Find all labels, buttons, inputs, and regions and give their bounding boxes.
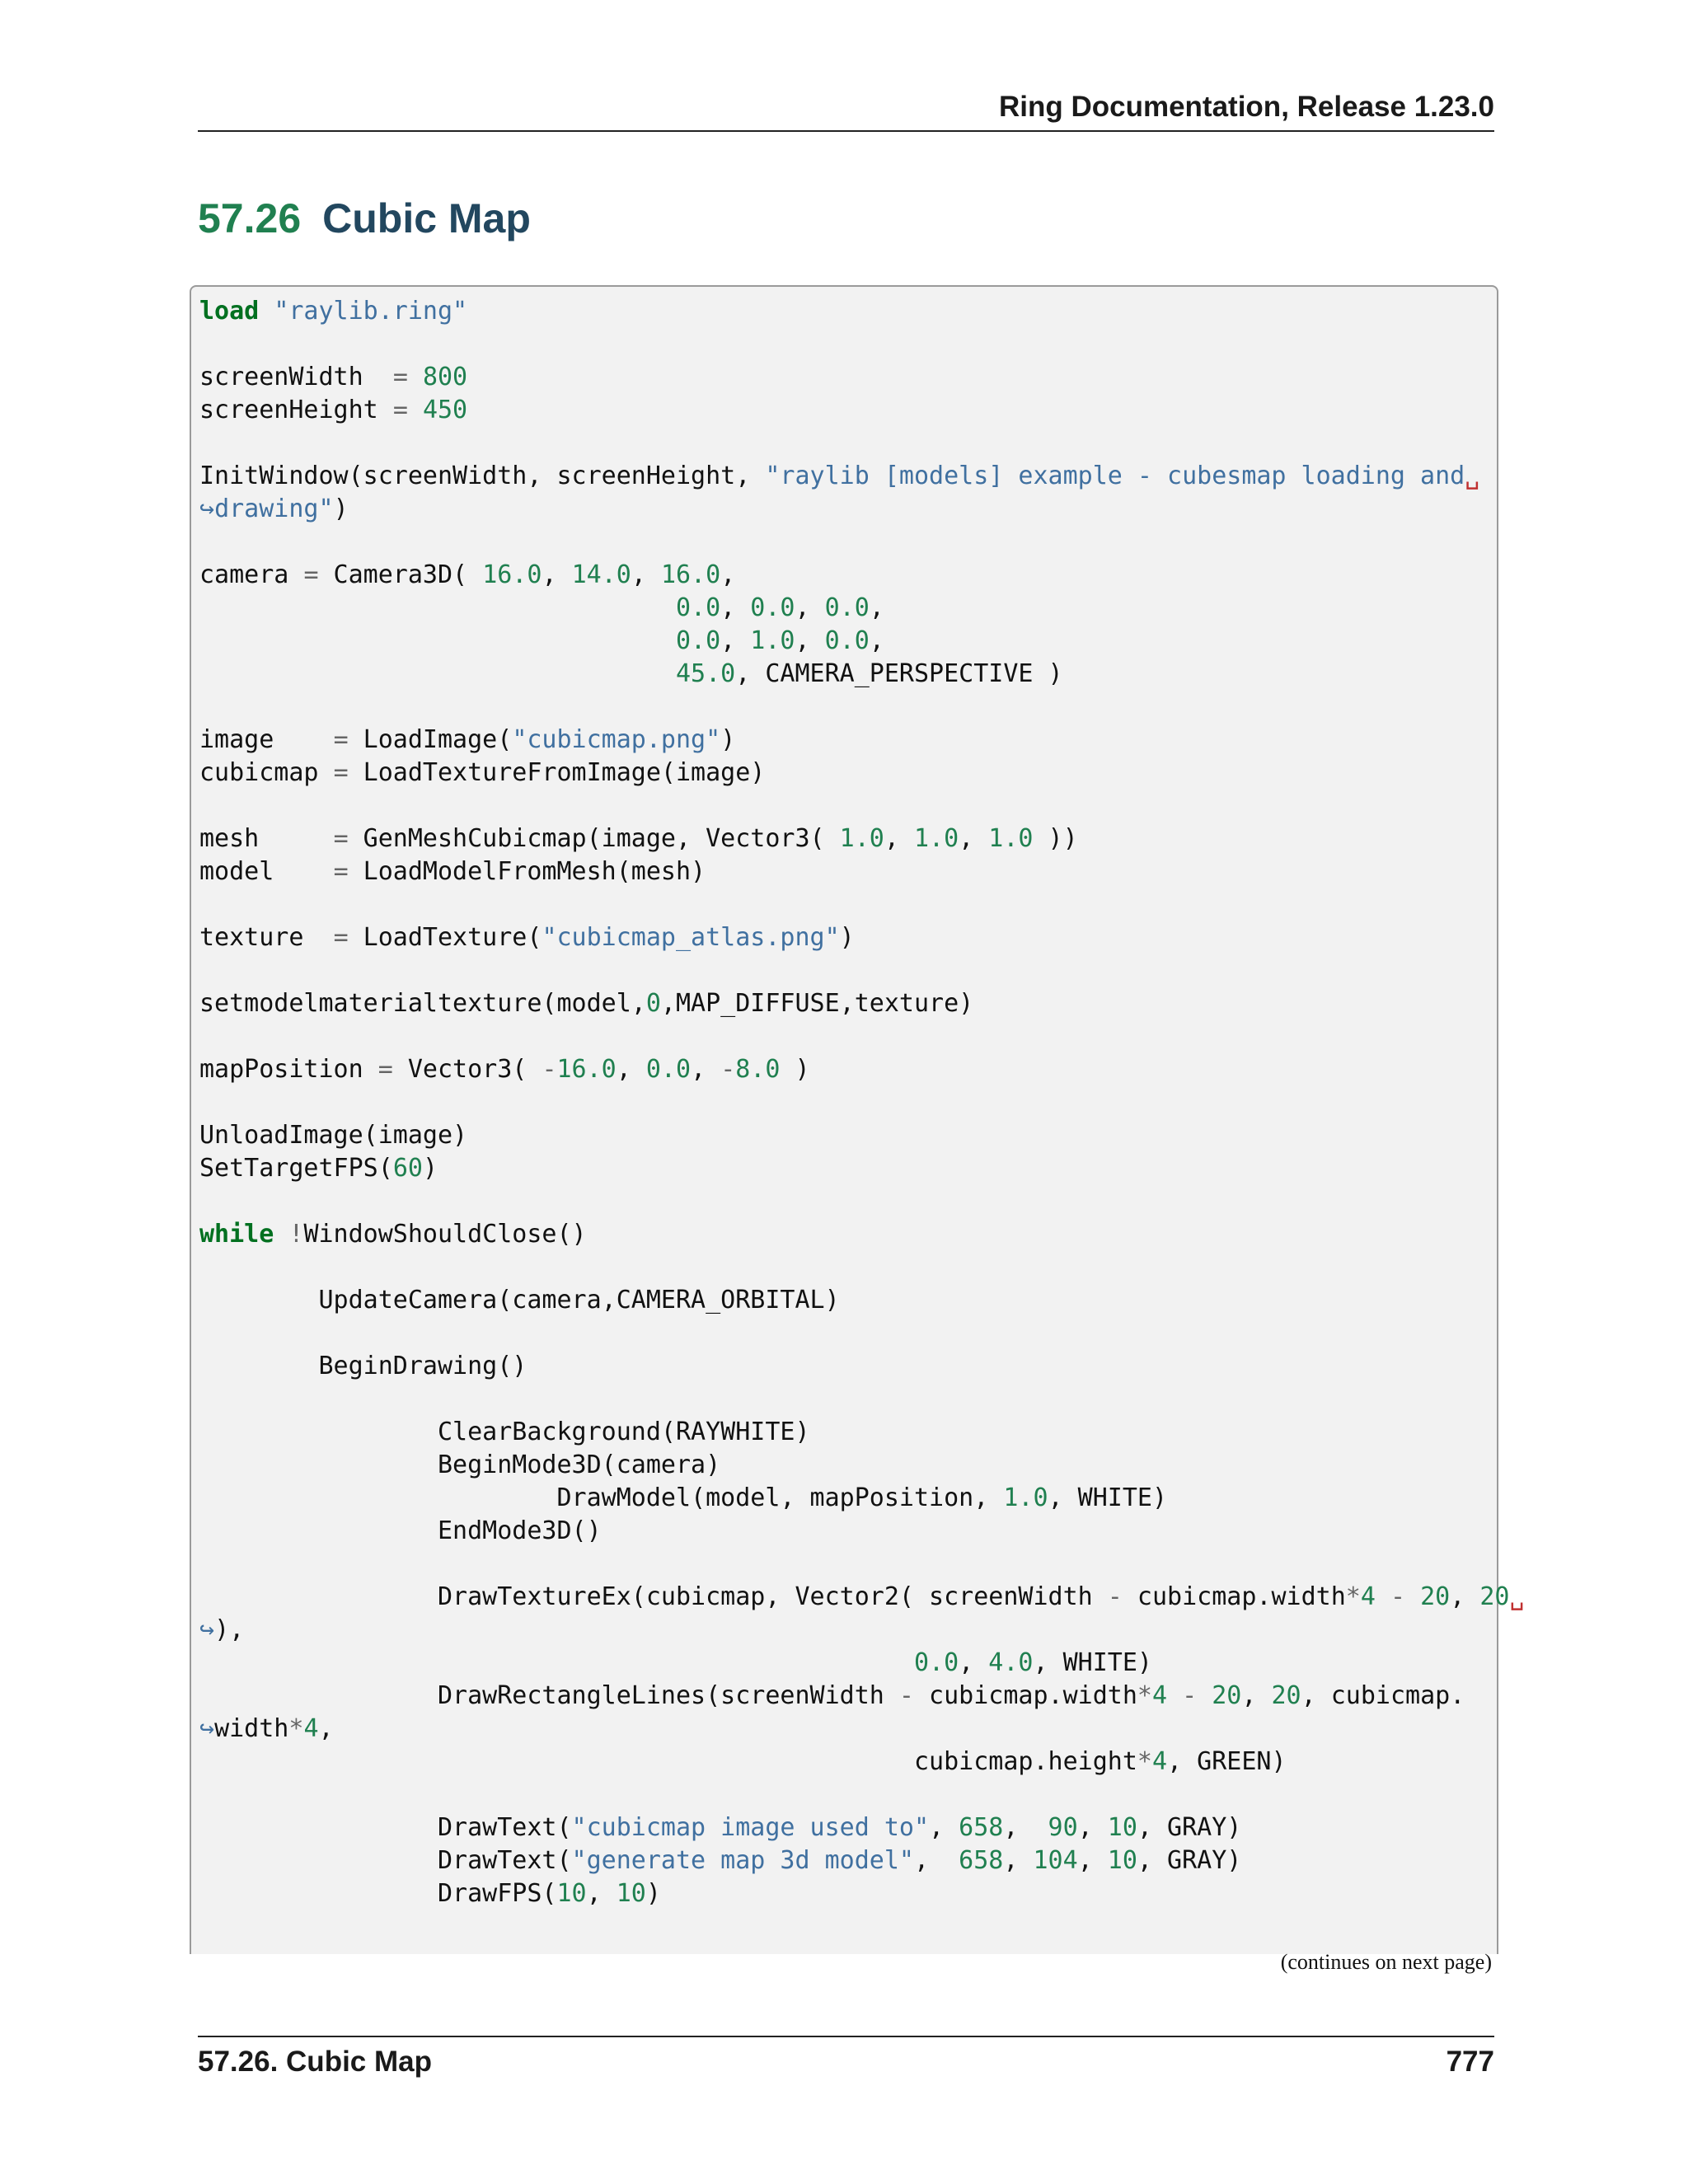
code-line <box>199 857 706 886</box>
code-line <box>199 1286 840 1315</box>
code-text: , <box>884 824 914 853</box>
code-text: screenHeight <box>199 396 393 424</box>
section-number: 57.26 <box>198 195 302 241</box>
code-line <box>199 1352 527 1380</box>
code-text <box>274 1220 288 1249</box>
code-text: mesh <box>199 824 334 853</box>
code-operator: - <box>1390 1582 1406 1611</box>
code-number: 4 <box>1360 1582 1376 1611</box>
code-text: , <box>691 1055 721 1084</box>
code-number: 20 <box>1479 1582 1510 1611</box>
code-text: ), <box>214 1615 245 1644</box>
header-rule <box>198 130 1494 132</box>
code-text: Camera3D( <box>318 560 483 589</box>
code-text: BeginMode3D(camera) <box>199 1451 721 1479</box>
code-text: UpdateCamera(camera,CAMERA_ORBITAL) <box>199 1286 840 1315</box>
code-keyword: load <box>199 297 260 326</box>
code-operator: - <box>1107 1582 1123 1611</box>
code-text: , GREEN) <box>1167 1747 1287 1776</box>
code-operator: - <box>898 1681 914 1710</box>
code-string: "cubicmap image used to" <box>571 1813 930 1842</box>
code-line <box>199 659 1063 688</box>
code-text <box>259 297 274 326</box>
code-text: cubicmap <box>199 758 334 787</box>
code-line <box>199 560 735 589</box>
code-line <box>199 758 765 787</box>
code-number: 0.0 <box>675 593 721 622</box>
code-line <box>199 462 1479 490</box>
code-text: , <box>1077 1813 1108 1842</box>
code-number: 4 <box>1151 1747 1168 1776</box>
section-title <box>198 194 531 242</box>
code-text: , <box>959 1648 989 1677</box>
code-line <box>199 1418 810 1446</box>
code-text: cubicmap.height <box>199 1747 1137 1776</box>
code-text: setmodelmaterialtexture(model, <box>199 989 646 1018</box>
code-line <box>199 1220 587 1249</box>
code-text: , <box>1003 1813 1048 1842</box>
code-text: DrawFPS( <box>199 1879 557 1908</box>
code-line <box>199 1747 1287 1776</box>
code-text: DrawTextureEx(cubicmap, Vector2( screenWidth <box>199 1582 1108 1611</box>
code-number: 0.0 <box>913 1648 959 1677</box>
code-operator: = <box>333 824 349 853</box>
code-text: ) <box>333 494 349 523</box>
code-text: cubicmap.width <box>913 1681 1137 1710</box>
code-line <box>199 1879 661 1908</box>
line-wrap-arrow-icon: ↪ <box>199 1615 215 1644</box>
code-text: EndMode3D() <box>199 1516 602 1545</box>
code-keyword: while <box>199 1220 274 1249</box>
code-operator: * <box>1137 1681 1152 1710</box>
code-number: 0.0 <box>750 593 795 622</box>
code-operator: = <box>392 363 408 391</box>
code-operator: = <box>303 560 319 589</box>
code-line <box>199 1648 1152 1677</box>
code-text: , <box>1241 1681 1272 1710</box>
code-operator: * <box>288 1714 304 1743</box>
code-operator: = <box>377 1055 393 1084</box>
code-text: GenMeshCubicmap(image, Vector3( <box>348 824 840 853</box>
code-text: image <box>199 725 334 754</box>
code-text <box>199 659 676 688</box>
code-number: 800 <box>422 363 468 391</box>
code-text: BeginDrawing() <box>199 1352 528 1380</box>
code-number: 14.0 <box>571 560 631 589</box>
line-continuation-icon: ␣ <box>1465 462 1480 490</box>
code-text: DrawText( <box>199 1846 572 1875</box>
code-line <box>199 989 973 1018</box>
code-text: model <box>199 857 334 886</box>
code-number: 10 <box>1107 1846 1137 1875</box>
code-text: , <box>1450 1582 1480 1611</box>
code-line <box>199 824 1078 853</box>
code-line <box>199 494 349 523</box>
code-number: 658 <box>959 1813 1004 1842</box>
code-text: LoadModelFromMesh(mesh) <box>348 857 706 886</box>
code-text: , <box>1003 1846 1034 1875</box>
code-number: 4 <box>303 1714 319 1743</box>
code-line <box>199 297 467 326</box>
code-number: 1.0 <box>988 824 1034 853</box>
footer-section: 57.26. Cubic Map <box>198 2046 432 2078</box>
code-operator: * <box>1137 1747 1152 1776</box>
code-text: texture <box>199 923 334 952</box>
code-text: , <box>929 1813 959 1842</box>
code-text <box>199 593 676 622</box>
code-text: , <box>720 593 751 622</box>
code-line <box>199 593 884 622</box>
code-block <box>190 285 1525 1954</box>
code-operator: ! <box>288 1220 304 1249</box>
code-string: drawing" <box>214 494 334 523</box>
code-line <box>199 725 735 754</box>
line-continuation-icon: ␣ <box>1509 1582 1525 1611</box>
code-line <box>199 1154 438 1183</box>
code-text: width <box>214 1714 289 1743</box>
code-text: DrawText( <box>199 1813 572 1842</box>
code-text: DrawRectangleLines(screenWidth <box>199 1681 899 1710</box>
code-text: , <box>586 1879 617 1908</box>
code-line <box>199 1516 602 1545</box>
code-line <box>199 1582 1525 1611</box>
code-line <box>199 1681 1465 1710</box>
code-line <box>199 1055 810 1084</box>
code-text: WindowShouldClose() <box>303 1220 587 1249</box>
code-text: LoadTextureFromImage(image) <box>348 758 766 787</box>
code-text <box>1167 1681 1182 1710</box>
code-number: 0.0 <box>824 593 870 622</box>
code-operator: = <box>333 857 349 886</box>
code-text: )) <box>1033 824 1078 853</box>
code-line <box>199 396 467 424</box>
code-number: 0.0 <box>645 1055 692 1084</box>
code-number: 1.0 <box>839 824 884 853</box>
code-operator: = <box>333 758 349 787</box>
section-name: Cubic Map <box>322 195 531 241</box>
code-number: 4 <box>1151 1681 1168 1710</box>
code-operator: * <box>1345 1582 1361 1611</box>
code-number: 16.0 <box>556 1055 617 1084</box>
code-number: 8.0 <box>735 1055 781 1084</box>
code-text: ) <box>645 1879 661 1908</box>
code-number: 20 <box>1212 1681 1242 1710</box>
code-line <box>199 923 855 952</box>
code-text: SetTargetFPS( <box>199 1154 393 1183</box>
code-number: 45.0 <box>675 659 736 688</box>
code-text: , <box>869 593 884 622</box>
code-text: LoadTexture( <box>348 923 542 952</box>
code-text <box>199 626 676 655</box>
code-line <box>199 363 467 391</box>
code-text: , CAMERA_PERSPECTIVE ) <box>735 659 1063 688</box>
code-text: InitWindow(screenWidth, screenHeight, <box>199 462 766 490</box>
code-text <box>1405 1582 1420 1611</box>
code-text: ClearBackground(RAYWHITE) <box>199 1418 810 1446</box>
code-line <box>199 1615 244 1644</box>
code-text: ) <box>422 1154 438 1183</box>
code-number: 16.0 <box>660 560 721 589</box>
code-text: ,MAP_DIFFUSE,texture) <box>660 989 974 1018</box>
code-text: , <box>795 593 825 622</box>
code-number: 0.0 <box>824 626 870 655</box>
code-number: 10 <box>556 1879 587 1908</box>
code-listing <box>199 295 1525 1910</box>
code-text: , <box>720 560 736 589</box>
code-line <box>199 1714 334 1743</box>
code-number: 450 <box>422 396 468 424</box>
code-text: , <box>542 560 572 589</box>
page-number: 777 <box>1446 2046 1494 2078</box>
code-text: , cubicmap. <box>1301 1681 1465 1710</box>
code-number: 20 <box>1271 1681 1301 1710</box>
code-text: LoadImage( <box>348 725 513 754</box>
code-number: 1.0 <box>750 626 795 655</box>
code-number: 90 <box>1048 1813 1078 1842</box>
code-string: "cubicmap.png" <box>512 725 721 754</box>
code-operator: - <box>1182 1681 1198 1710</box>
code-text <box>1376 1582 1390 1611</box>
code-number: 60 <box>392 1154 423 1183</box>
code-text: , GRAY) <box>1137 1846 1242 1875</box>
code-text: , <box>913 1846 959 1875</box>
code-operator: - <box>542 1055 557 1084</box>
code-number: 10 <box>616 1879 646 1908</box>
code-string: "raylib [models] example - cubesmap loading and <box>765 462 1465 490</box>
running-header: Ring Documentation, Release 1.23.0 <box>998 91 1494 123</box>
code-operator: = <box>333 923 349 952</box>
code-string: "generate map 3d model" <box>571 1846 914 1875</box>
code-number: 1.0 <box>913 824 959 853</box>
code-text: UnloadImage(image) <box>199 1121 468 1150</box>
code-text: screenWidth <box>199 363 393 391</box>
code-text: , <box>869 626 884 655</box>
code-operator: = <box>333 725 349 754</box>
code-number: 20 <box>1420 1582 1451 1611</box>
code-operator: = <box>392 396 408 424</box>
code-text: , <box>720 626 751 655</box>
line-wrap-arrow-icon: ↪ <box>199 1714 215 1743</box>
code-number: 0 <box>645 989 661 1018</box>
code-operator: - <box>720 1055 736 1084</box>
code-number: 4.0 <box>988 1648 1034 1677</box>
code-text: cubicmap.width <box>1122 1582 1346 1611</box>
code-text: , <box>631 560 661 589</box>
code-text: DrawModel(model, mapPosition, <box>199 1483 1004 1512</box>
code-string: "cubicmap_atlas.png" <box>542 923 840 952</box>
code-text: mapPosition <box>199 1055 378 1084</box>
code-text: Vector3( <box>392 1055 542 1084</box>
code-text <box>408 363 423 391</box>
code-number: 16.0 <box>482 560 542 589</box>
code-text: ) <box>780 1055 810 1084</box>
code-number: 1.0 <box>1003 1483 1048 1512</box>
code-text: , WHITE) <box>1048 1483 1168 1512</box>
code-text: camera <box>199 560 304 589</box>
code-text: , <box>959 824 989 853</box>
code-line <box>199 1813 1241 1842</box>
code-text: , <box>795 626 825 655</box>
code-line <box>199 1483 1167 1512</box>
code-text: ) <box>720 725 736 754</box>
code-text: ) <box>839 923 855 952</box>
code-text: , <box>616 1055 646 1084</box>
code-number: 658 <box>959 1846 1004 1875</box>
code-text: , GRAY) <box>1137 1813 1242 1842</box>
code-text: , WHITE) <box>1033 1648 1152 1677</box>
continues-note: (continues on next page) <box>1280 1950 1492 1974</box>
code-line <box>199 626 884 655</box>
code-text: , <box>1077 1846 1108 1875</box>
code-string: "raylib.ring" <box>274 297 468 326</box>
code-text <box>199 1648 914 1677</box>
code-line <box>199 1846 1241 1875</box>
code-line <box>199 1451 720 1479</box>
code-text <box>1197 1681 1212 1710</box>
line-wrap-arrow-icon: ↪ <box>199 494 215 523</box>
footer-rule <box>198 2036 1494 2037</box>
code-line <box>199 1121 467 1150</box>
code-number: 104 <box>1033 1846 1078 1875</box>
code-text: , <box>318 1714 334 1743</box>
code-text <box>408 396 423 424</box>
code-number: 10 <box>1107 1813 1137 1842</box>
code-number: 0.0 <box>675 626 721 655</box>
